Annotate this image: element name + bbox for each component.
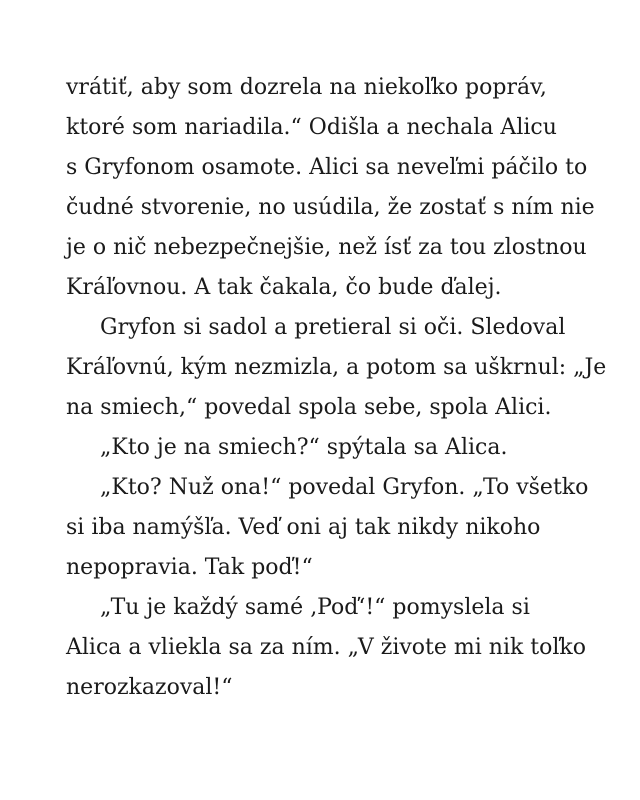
paragraph-first-line: Gryfon si sadol a pretieral si oči. Sledoval: [100, 315, 566, 340]
text-line: na smiech,“ povedal spola sebe, spola Alici.: [66, 395, 552, 420]
text-line: si iba namýšľa. Veď oni aj tak nikdy nikoho: [66, 515, 541, 540]
paragraph-first-line: „Kto je na smiech?“ spýtala sa Alica.: [100, 435, 508, 460]
text-line: nerozkazoval!“: [66, 675, 233, 700]
paragraph-first-line: „Tu je každý samé ‚Poď‘!“ pomyslela si: [100, 595, 530, 620]
text-line: je o nič nebezpečnejšie, než ísť za tou zlostnou: [66, 235, 587, 260]
text-line: ktoré som nariadila.“ Odišla a nechala Alicu: [66, 115, 557, 140]
text-line: čudné stvorenie, no usúdila, že zostať s ním nie: [66, 195, 595, 220]
paragraph-first-line: „Kto? Nuž ona!“ povedal Gryfon. „To všetko: [100, 475, 589, 500]
text-line: vrátiť, aby som dozrela na niekoľko popráv,: [66, 75, 547, 100]
text-line: nepopravia. Tak poď!“: [66, 555, 313, 580]
body-text: [66, 68, 606, 708]
text-line: Alica a vliekla sa za ním. „V živote mi nik toľko: [66, 635, 586, 660]
text-line: s Gryfonom osamote. Alici sa neveľmi páčilo to: [66, 155, 588, 180]
text-line: Kráľovnú, kým nezmizla, a potom sa uškrnul: „Je: [66, 355, 607, 380]
text-line: Kráľovnou. A tak čakala, čo bude ďalej.: [66, 275, 502, 300]
